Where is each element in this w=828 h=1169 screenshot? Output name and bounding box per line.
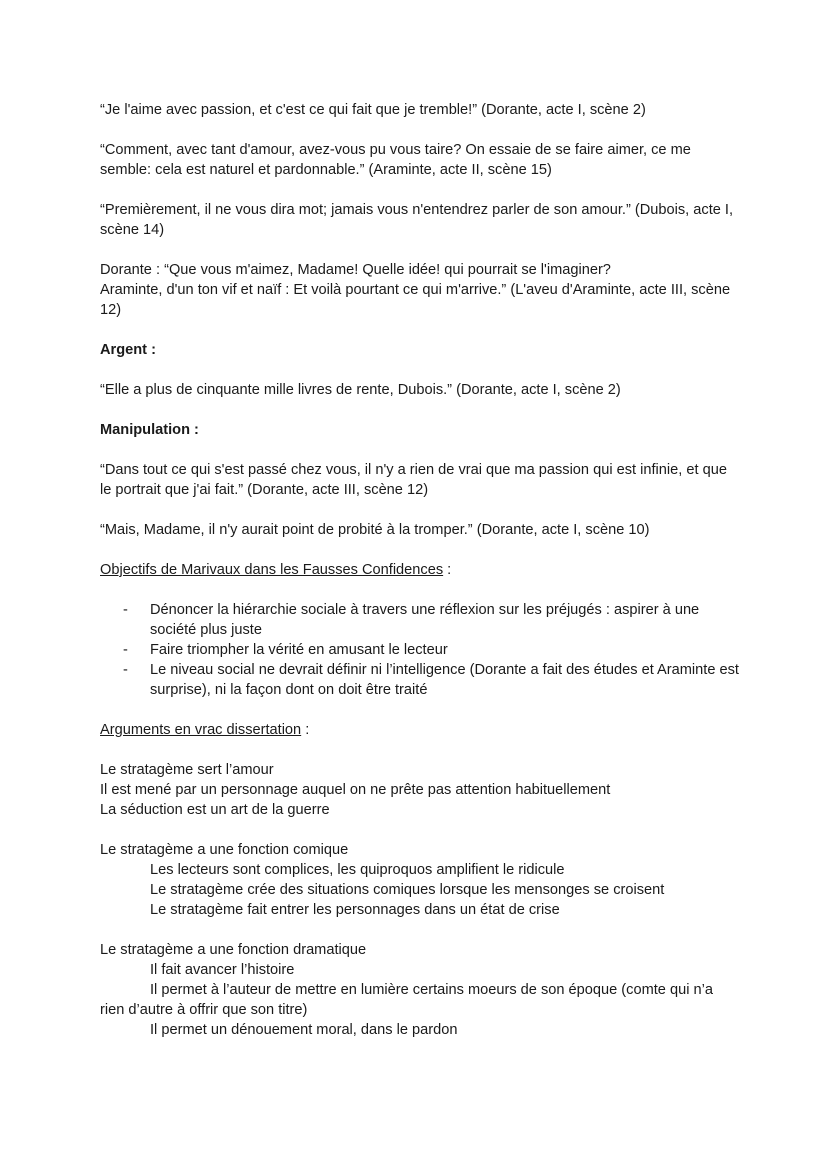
argument-group-title: Le stratagème a une fonction comique [100, 842, 349, 858]
list-item [100, 640, 740, 660]
argument-subitem: Le stratagème crée des situations comiques lorsque les mensonges se croisent [150, 882, 665, 898]
quote-amour-2: “Comment, avec tant d'amour, avez-vous pu vous taire? On essaie de se faire aimer, ce me semble: cela est naturel et pardonnable.” (Araminte, acte II, scène 15) [100, 142, 691, 178]
manipulation-quote-1: “Dans tout ce qui s'est passé chez vous, il n'y a rien de vrai que ma passion qui est infinie, et que le portrait que j'ai fait.” (Dorante, acte III, scène 12) [100, 462, 727, 498]
list-item [100, 660, 740, 700]
argument-subitem: Il permet à l’auteur de mettre en lumière certains moeurs de son époque (comte qui n’a rien d’autre à offrir que son titre) [100, 982, 713, 1018]
dash-bullet: - [123, 642, 128, 658]
dialogue-quote [100, 260, 740, 320]
argument-group-title: Le stratagème a une fonction dramatique [100, 942, 367, 958]
arguments-group-comique [100, 840, 740, 920]
quote-amour-1: “Je l'aime avec passion, et c'est ce qui fait que je tremble!” (Dorante, acte I, scène 2) [100, 102, 646, 118]
document-content [100, 100, 740, 1060]
argument-line: Il est mené par un personnage auquel on ne prête pas attention habituellement [100, 782, 611, 798]
argent-heading: Argent : [100, 342, 156, 358]
argent-quote: “Elle a plus de cinquante mille livres de rente, Dubois.” (Dorante, acte I, scène 2) [100, 382, 621, 398]
objectif-text: Faire triompher la vérité en amusant le lecteur [150, 642, 448, 658]
manipulation-quote-2: “Mais, Madame, il n'y aurait point de probité à la tromper.” (Dorante, acte I, scène 10) [100, 522, 650, 538]
dialogue-line-dorante: Dorante : “Que vous m'aimez, Madame! Quelle idée! qui pourrait se l'imaginer? [100, 262, 611, 278]
dialogue-line-araminte: Araminte, d'un ton vif et naïf : Et voilà pourtant ce qui m'arrive.” (L'aveu d'Araminte, acte III, scène 12) [100, 282, 731, 318]
arguments-heading-colon: : [301, 722, 310, 738]
arguments-heading-line [100, 720, 740, 740]
dash-bullet: - [123, 662, 128, 678]
arguments-group-dramatique [100, 940, 740, 1040]
dash-bullet: - [123, 602, 128, 618]
list-item [100, 600, 740, 640]
quote-amour-3: “Premièrement, il ne vous dira mot; jamais vous n'entendrez parler de son amour.” (Dubois, acte I, scène 14) [100, 202, 734, 238]
argument-subitem: Les lecteurs sont complices, les quiproquos amplifient le ridicule [150, 862, 565, 878]
manipulation-heading: Manipulation : [100, 422, 199, 438]
objectifs-heading-colon: : [443, 562, 452, 578]
objectifs-list [100, 600, 740, 700]
argument-subitem: Il permet un dénouement moral, dans le pardon [150, 1022, 458, 1038]
objectif-text: Le niveau social ne devrait définir ni l’intelligence (Dorante a fait des études et Araminte est surprise), ni la façon dont on doit être traité [150, 662, 739, 698]
objectifs-heading: Objectifs de Marivaux dans les Fausses Confidences [100, 562, 444, 578]
argument-line: La séduction est un art de la guerre [100, 802, 330, 818]
argument-line: Le stratagème sert l’amour [100, 762, 274, 778]
objectif-text: Dénoncer la hiérarchie sociale à travers une réflexion sur les préjugés : aspirer à une société plus juste [150, 602, 700, 638]
arguments-heading: Arguments en vrac dissertation [100, 722, 302, 738]
arguments-group-amour [100, 760, 740, 820]
argument-subitem: Le stratagème fait entrer les personnages dans un état de crise [150, 902, 560, 918]
objectifs-heading-line [100, 560, 740, 580]
argument-subitem: Il fait avancer l’histoire [150, 962, 295, 978]
